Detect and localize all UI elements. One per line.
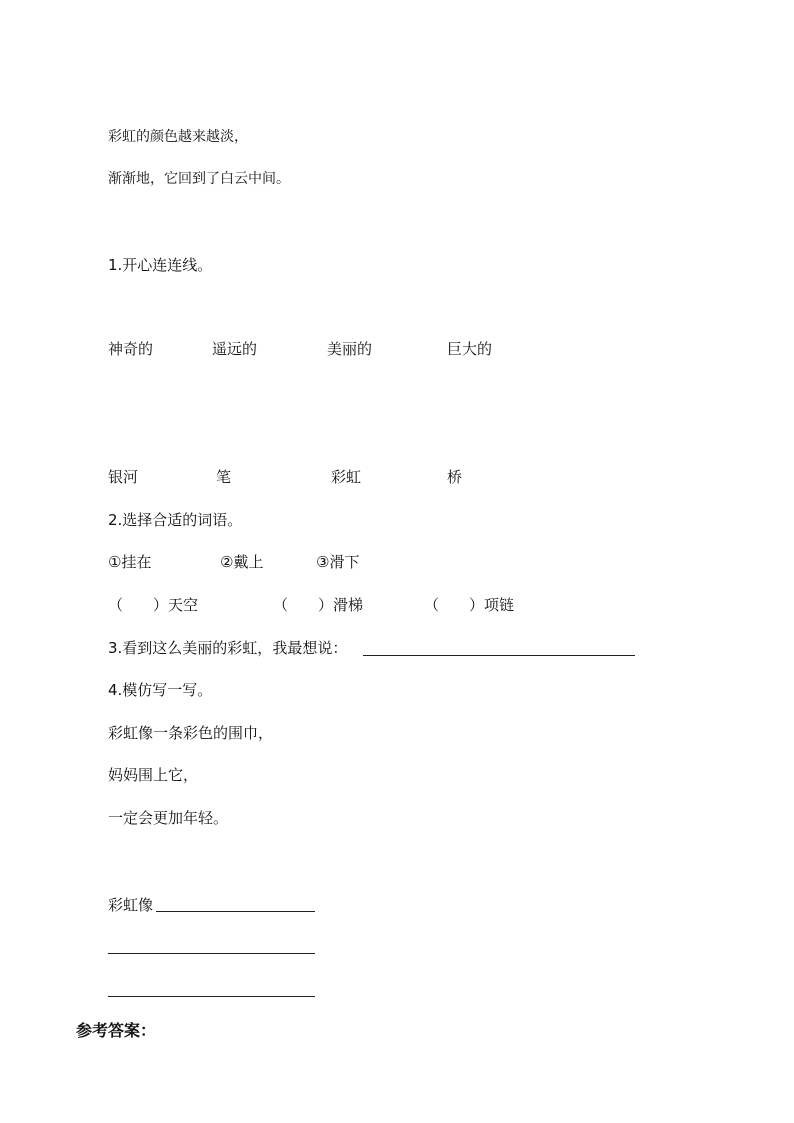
answer-line-q4-2[interactable] [108, 953, 315, 954]
adjective-4: 巨大的 [447, 340, 493, 358]
noun-1: 银河 [108, 468, 139, 486]
question-4-title: 4.模仿写一写。 [108, 681, 213, 699]
question-2-title: 2.选择合适的词语。 [108, 511, 243, 529]
adjective-2: 遥远的 [212, 340, 258, 358]
question-3-title: 3.看到这么美丽的彩虹，我最想说： [108, 639, 348, 657]
answer-line-q4-3[interactable] [108, 996, 315, 997]
answer-key-title: 参考答案： [76, 1021, 157, 1040]
answer-line-q4-1[interactable] [156, 911, 315, 912]
noun-4: 桥 [447, 468, 463, 486]
option-1: ①挂在 [108, 553, 152, 571]
noun-2: 笔 [216, 468, 232, 486]
example-line-2: 妈妈围上它， [108, 766, 199, 784]
noun-3: 彩虹 [331, 468, 362, 486]
poem-line-2: 渐渐地，它回到了白云中间。 [108, 171, 290, 187]
blank-slide[interactable]: （ ）滑梯 [273, 596, 364, 614]
example-line-1: 彩虹像一条彩色的围巾， [108, 724, 274, 742]
imitation-prompt: 彩虹像 [108, 896, 154, 914]
answer-line-q3[interactable] [363, 655, 635, 656]
question-1-title: 1.开心连连线。 [108, 256, 213, 274]
poem-line-1: 彩虹的颜色越来越淡， [108, 129, 248, 145]
blank-necklace[interactable]: （ ）项链 [424, 596, 515, 614]
option-2: ②戴上 [220, 553, 264, 571]
example-line-3: 一定会更加年轻。 [108, 809, 229, 827]
option-3: ③滑下 [316, 553, 360, 571]
adjective-3: 美丽的 [327, 340, 373, 358]
adjective-1: 神奇的 [108, 340, 154, 358]
blank-sky[interactable]: （ ）天空 [108, 596, 199, 614]
